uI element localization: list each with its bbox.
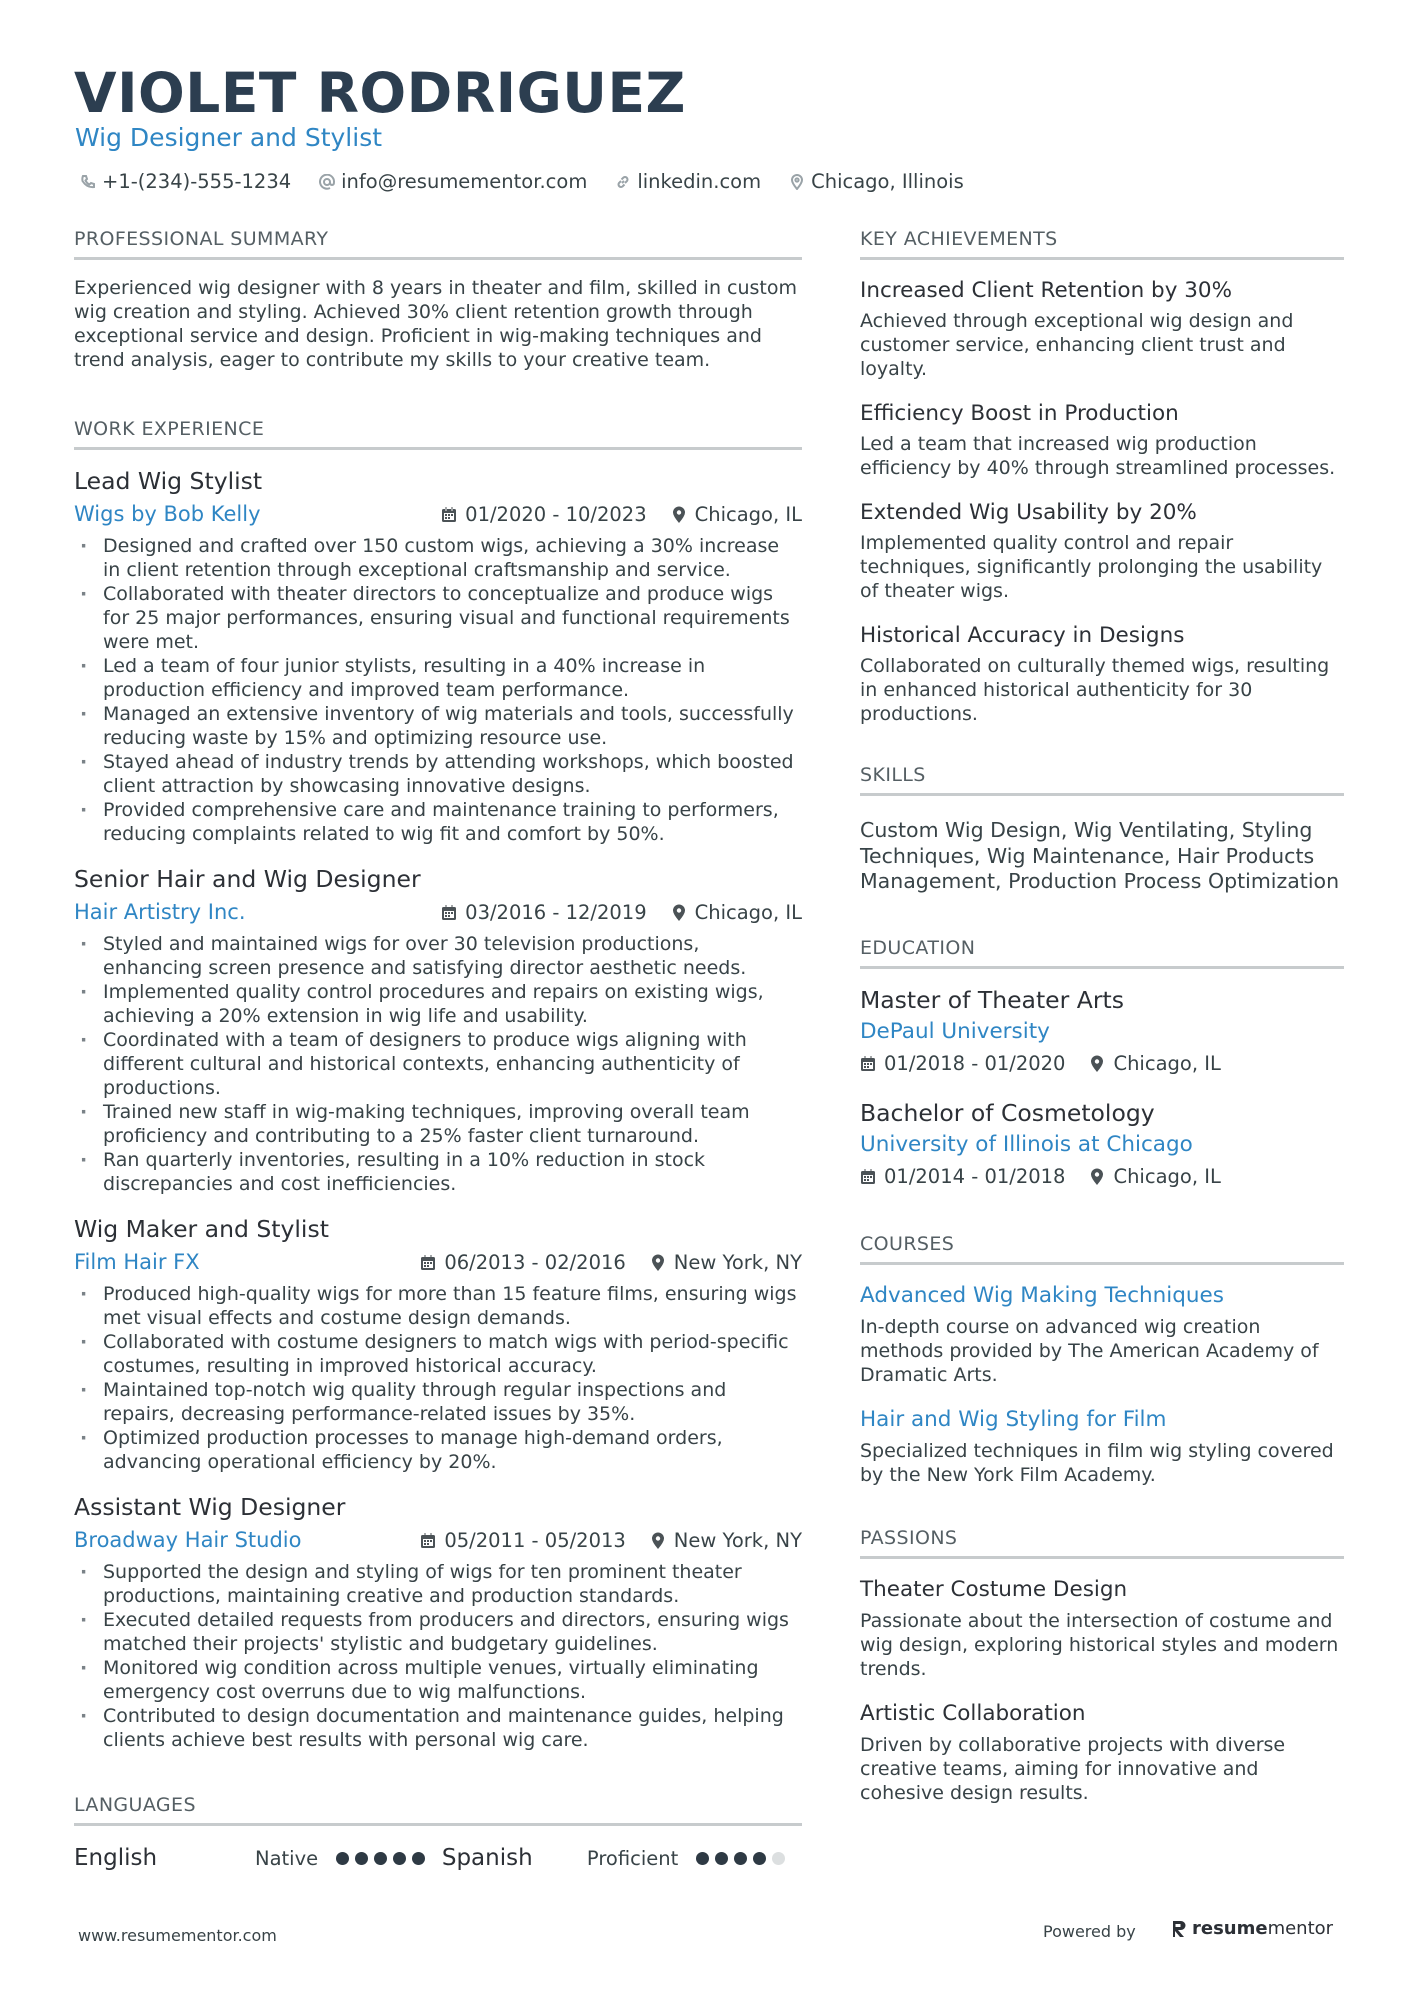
achievement-text: Achieved through exceptional wig design and customer service, enhancing client trust and loyalty. (860, 310, 1294, 380)
location-pin-icon (650, 1254, 666, 1271)
map-pin-icon (789, 174, 805, 190)
job-meta (74, 897, 802, 927)
course-text: In-depth course on advanced wig creation methods provided by The American Academy of Dramatic Arts. (860, 1315, 1319, 1386)
job-title: Wig Maker and Stylist (74, 1215, 329, 1243)
bullet-item: · Collaborated with costume designers to match wigs with period-specific costumes, resulting in improved historical accuracy. (74, 1330, 802, 1378)
job-dates: 01/2020 - 10/2023 (465, 502, 647, 526)
achievement-title: Historical Accuracy in Designs (860, 623, 1185, 648)
job-bullets (74, 534, 802, 846)
job-entry (74, 1492, 802, 1752)
job-location: Chicago, IL (694, 502, 802, 526)
section-title-skills: SKILLS (860, 762, 1344, 796)
candidate-name: VIOLET RODRIGUEZ (74, 61, 686, 125)
location-pin-icon (650, 1532, 666, 1549)
degree-title: Bachelor of Cosmetology (860, 1098, 1155, 1127)
right-column (860, 226, 1344, 1823)
education-location: Chicago, IL (1113, 1165, 1221, 1188)
education-item (860, 1098, 1344, 1191)
passion-item (860, 1699, 1344, 1805)
achievement-item (860, 621, 1344, 726)
bullet-item: · Monitored wig condition across multiple venues, virtually eliminating emergency cost overruns due to wig malfunctions. (74, 1656, 802, 1704)
passion-text: Passionate about the intersection of costume and wig design, exploring historical styles and modern trends. (860, 1609, 1339, 1680)
achievement-text: Implemented quality control and repair techniques, significantly prolonging the usability of theater wigs. (860, 532, 1323, 602)
email-text: info@resumementor.com (341, 170, 588, 193)
rating-dot-filled (734, 1852, 747, 1865)
job-location: Chicago, IL (694, 900, 802, 924)
languages-section (74, 1792, 802, 1874)
left-column (74, 226, 802, 1874)
school-name: DePaul University (860, 1018, 1050, 1044)
bullet-item: · Maintained top-notch wig quality through regular inspections and repairs, decreasing performance-related issues by 35%. (74, 1378, 802, 1426)
bullet-item: · Led a team of four junior stylists, resulting in a 40% increase in production efficiency and improved team performance. (74, 654, 802, 702)
job-title: Assistant Wig Designer (74, 1493, 346, 1521)
summary-text: Experienced wig designer with 8 years in theater and film, skilled in custom wig creation and styling. Achieved 30% client retention growth through exceptional service and design. Proficient in wig-making techniques and trend analysis, eager to contribute my skills to your creative team. (74, 277, 798, 371)
location-pin-icon (671, 904, 687, 921)
job-title: Lead Wig Stylist (74, 467, 263, 495)
job-meta (74, 499, 802, 529)
phone-icon (80, 174, 96, 190)
school-name: University of Illinois at Chicago (860, 1131, 1193, 1157)
languages-row (74, 1842, 802, 1874)
education-section (860, 935, 1344, 1191)
job-location: New York, NY (673, 1250, 802, 1274)
passion-title: Theater Costume Design (860, 1576, 1128, 1602)
rating-dot-filled (355, 1852, 368, 1865)
location-pin-icon (1089, 1055, 1105, 1072)
job-dates: 05/2011 - 05/2013 (444, 1528, 626, 1552)
job-location: New York, NY (673, 1528, 802, 1552)
calendar-icon (441, 904, 457, 921)
job-dates: 03/2016 - 12/2019 (465, 900, 647, 924)
language-name: Spanish (441, 1845, 533, 1871)
company-name: Film Hair FX (74, 1250, 200, 1274)
job-dates: 06/2013 - 02/2016 (444, 1250, 626, 1274)
job-date-location (420, 1529, 802, 1552)
passion-item (860, 1575, 1344, 1681)
language-level: Proficient (586, 1846, 679, 1870)
company-name: Hair Artistry Inc. (74, 900, 246, 924)
company-name: Wigs by Bob Kelly (74, 502, 261, 526)
course-title: Hair and Wig Styling for Film (860, 1406, 1167, 1432)
education-meta (860, 1050, 1344, 1078)
rating-dot-filled (753, 1852, 766, 1865)
job-entry (74, 1214, 802, 1474)
education-item (860, 985, 1344, 1078)
contact-linkedin[interactable] (615, 168, 761, 196)
education-meta (860, 1163, 1344, 1191)
contact-bar (80, 168, 992, 196)
passion-title: Artistic Collaboration (860, 1700, 1086, 1726)
job-date-location (420, 1251, 802, 1274)
job-date-location (441, 901, 802, 924)
passions-section (860, 1525, 1344, 1805)
bullet-item: · Produced high-quality wigs for more than 15 feature films, ensuring wigs met visual effects and costume design demands. (74, 1282, 802, 1330)
location-text: Chicago, Illinois (811, 170, 964, 193)
bullet-item: · Coordinated with a team of designers to produce wigs aligning with different cultural and historical contexts, enhancing authenticity of productions. (74, 1028, 802, 1100)
calendar-icon (420, 1254, 436, 1271)
degree-title: Master of Theater Arts (860, 985, 1124, 1014)
bullet-item: · Provided comprehensive care and maintenance training to performers, reducing complaints related to wig fit and comfort by 50%. (74, 798, 802, 846)
bullet-item: · Ran quarterly inventories, resulting in a 10% reduction in stock discrepancies and cost inefficiencies. (74, 1148, 802, 1196)
calendar-icon (420, 1532, 436, 1549)
section-title-achievements: KEY ACHIEVEMENTS (860, 226, 1344, 260)
section-title-passions: PASSIONS (860, 1525, 1344, 1559)
brand-bold: resume (1192, 1918, 1268, 1939)
summary-section (74, 226, 802, 372)
bullet-item: · Optimized production processes to manage high-demand orders, advancing operational efficiency by 20%. (74, 1426, 802, 1474)
job-bullets (74, 1560, 802, 1752)
language-rating (696, 1852, 802, 1865)
section-title-languages: LANGUAGES (74, 1792, 802, 1826)
at-icon (319, 174, 335, 190)
language-level: Native (254, 1846, 319, 1870)
bullet-item: · Styled and maintained wigs for over 30 television productions, enhancing screen presence and satisfying director aesthetic needs. (74, 932, 802, 980)
achievements-section (860, 226, 1344, 726)
section-title-summary: PROFESSIONAL SUMMARY (74, 226, 802, 260)
rating-dot-filled (715, 1852, 728, 1865)
rating-dot-empty (772, 1852, 785, 1865)
contact-location (789, 168, 964, 196)
company-name: Broadway Hair Studio (74, 1528, 302, 1552)
bullet-item: · Supported the design and styling of wigs for ten prominent theater productions, maintaining creative and production standards. (74, 1560, 802, 1608)
language-rating (336, 1852, 442, 1865)
achievement-title: Extended Wig Usability by 20% (860, 500, 1197, 525)
footer-url[interactable]: www.resumementor.com (78, 1926, 277, 1945)
calendar-icon (441, 506, 457, 523)
achievement-item (860, 399, 1344, 480)
footer-powered-by: Powered by (1043, 1922, 1136, 1941)
course-title: Advanced Wig Making Techniques (860, 1282, 1224, 1308)
bullet-item: · Implemented quality control procedures and repairs on existing wigs, achieving a 20% extension in wig life and usability. (74, 980, 802, 1028)
language-name: English (74, 1845, 158, 1871)
resumementor-logo-icon (1172, 1920, 1186, 1938)
contact-email[interactable] (319, 168, 587, 196)
calendar-icon (860, 1168, 876, 1185)
experience-section (74, 416, 802, 1752)
achievement-item (860, 498, 1344, 603)
job-entry (74, 466, 802, 846)
job-date-location (441, 503, 802, 526)
job-title: Senior Hair and Wig Designer (74, 865, 421, 893)
section-title-education: EDUCATION (860, 935, 1344, 969)
job-bullets (74, 1282, 802, 1474)
section-title-experience: WORK EXPERIENCE (74, 416, 802, 450)
candidate-role: Wig Designer and Stylist (75, 123, 383, 152)
courses-section (860, 1231, 1344, 1487)
rating-dot-filled (393, 1852, 406, 1865)
bullet-item: · Stayed ahead of industry trends by attending workshops, which boosted client attraction by showcasing innovative designs. (74, 750, 802, 798)
contact-phone[interactable] (80, 168, 291, 196)
achievement-text: Led a team that increased wig production efficiency by 40% through streamlined processes. (860, 433, 1336, 479)
achievement-text: Collaborated on culturally themed wigs, resulting in enhanced historical authenticity for 30 productions. (860, 655, 1330, 725)
skills-section (860, 762, 1344, 895)
bullet-item: · Designed and crafted over 150 custom wigs, achieving a 30% increase in client retention through exceptional craftsmanship and service. (74, 534, 802, 582)
bullet-item: · Managed an extensive inventory of wig materials and tools, successfully reducing waste by 15% and optimizing resource use. (74, 702, 802, 750)
bullet-item: · Collaborated with theater directors to conceptualize and produce wigs for 25 major performances, ensuring visual and functional requirements were met. (74, 582, 802, 654)
bullet-item: · Trained new staff in wig-making techniques, improving overall team proficiency and contributing to a 25% faster client turnaround. (74, 1100, 802, 1148)
achievement-item (860, 276, 1344, 381)
link-icon (615, 174, 631, 190)
bullet-item: · Executed detailed requests from producers and directors, ensuring wigs matched their projects' stylistic and budgetary guidelines. (74, 1608, 802, 1656)
education-dates: 01/2014 - 01/2018 (884, 1165, 1066, 1188)
brand-rest: mentor (1267, 1918, 1334, 1939)
course-text: Specialized techniques in film wig styling covered by the New York Film Academy. (860, 1439, 1334, 1486)
rating-dot-filled (412, 1852, 425, 1865)
calendar-icon (860, 1055, 876, 1072)
phone-text: +1-(234)-555-1234 (102, 170, 292, 193)
achievement-title: Efficiency Boost in Production (860, 401, 1179, 426)
job-meta (74, 1247, 802, 1277)
job-meta (74, 1525, 802, 1555)
skills-text: Custom Wig Design, Wig Ventilating, Styling Techniques, Wig Maintenance, Hair Products Management, Production Process Optimization (860, 818, 1340, 893)
location-pin-icon (1089, 1168, 1105, 1185)
job-bullets (74, 932, 802, 1196)
rating-dot-filled (374, 1852, 387, 1865)
rating-dot-filled (336, 1852, 349, 1865)
passion-text: Driven by collaborative projects with diverse creative teams, aiming for innovative and cohesive design results. (860, 1733, 1286, 1804)
job-entry (74, 864, 802, 1196)
achievement-title: Increased Client Retention by 30% (860, 278, 1233, 303)
linkedin-text: linkedin.com (637, 170, 762, 193)
education-dates: 01/2018 - 01/2020 (884, 1052, 1066, 1075)
footer-brand-logo[interactable] (1172, 1918, 1333, 1939)
education-location: Chicago, IL (1113, 1052, 1221, 1075)
location-pin-icon (671, 506, 687, 523)
course-item (860, 1281, 1344, 1387)
course-item (860, 1405, 1344, 1487)
bullet-item: · Contributed to design documentation and maintenance guides, helping clients achieve best results with personal wig care. (74, 1704, 802, 1752)
section-title-courses: COURSES (860, 1231, 1344, 1265)
rating-dot-filled (696, 1852, 709, 1865)
